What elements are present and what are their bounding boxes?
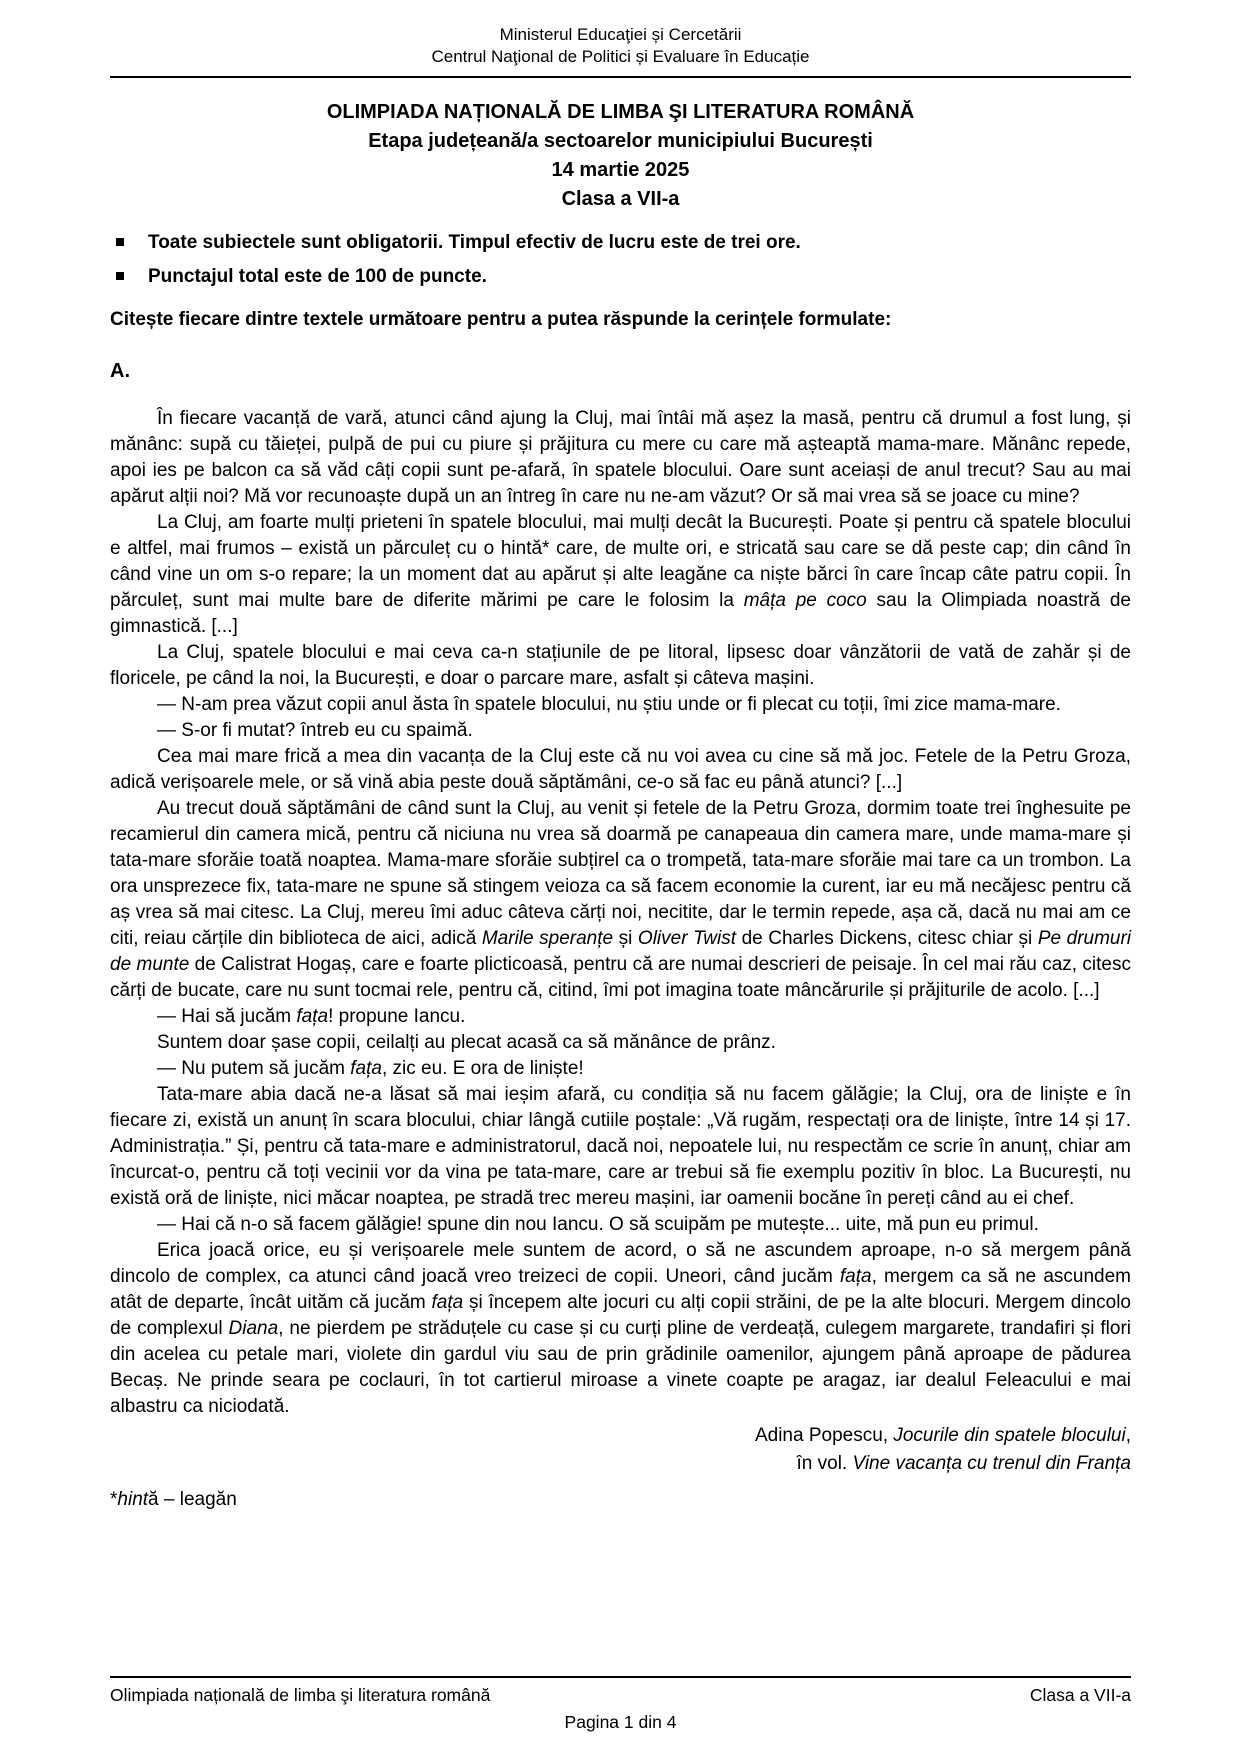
text-run: de Calistrat Hogaș, care e foarte plicticoasă, pentru că are numai descrieri de peisaje. În cel mai rău caz, citesc cărți de bucate, care nu sunt tocmai rele, pentru că, citind, îmi pot imagina toate mâncărurile și prăjiturile de acolo. [...] — [110, 954, 1131, 1001]
bullet-square-icon — [116, 272, 124, 280]
footer-divider — [110, 1676, 1131, 1678]
italic-run: Pe drumuri de munte — [110, 928, 1132, 975]
text-run: — Hai că n-o să facem gălăgie! spune din nou Iancu. O să scuipăm pe mutește... uite, mă pun eu primul. — [157, 1214, 1039, 1235]
text-run: Au trecut două săptămâni de când sunt la Cluj, au venit și fetele de la Petru Groza, dormim toate trei înghesuite pe recamierul din camera mică, pentru că niciuna nu vrea să doarmă pe canapeaua din camera mare, unde mama-mare și tata-mare sforăie toată noaptea. Mama-mare sforăie subțirel ca o trompetă, tata-mare sforăie mai tare ca un trombon. La ora unsprezece fix, tata-mare ne spune să stingem veioza ca să facem economie la curent, iar eu mă necăjesc pentru că aș vrea să mai citesc. La Cluj, mereu îmi aduc câteva cărți noi, necitite, dar le termin repede, așa că, dacă nu mai am ce citi, reiau cărțile din biblioteca de aici, adică — [110, 798, 1131, 949]
header-line-1: Ministerul Educaţiei și Cercetării — [499, 25, 742, 44]
text-run: în vol. — [796, 1453, 853, 1474]
italic-run: hint — [117, 1489, 149, 1510]
text-run: — Hai să jucăm — [157, 1006, 297, 1027]
text-run: La Cluj, am foarte mulți prieteni în spatele blocului, mai mulți decât la București. Poate și pentru că spatele blocului e altfel, mai frumos – există un părculeț cu o hintă* care, de multe ori, e stricată sau care se dă peste cap; din când în când vine un om s-o repare; la un moment dat au apărut și alte leagăne ca niște bărci în care încap câte patru copii. În părculeț, sunt mai multe bare de diferite mărimi pe care le folosim la — [110, 512, 1131, 611]
italic-run: Diana — [228, 1318, 279, 1339]
italic-run: Oliver Twist — [637, 928, 737, 949]
header-line-2: Centrul Naţional de Politici și Evaluare în Educație — [431, 47, 810, 66]
paragraph — [110, 1238, 1131, 1420]
text-run: de Charles Dickens, citesc chiar și — [736, 928, 1038, 949]
attribution-line — [110, 1422, 1131, 1450]
footer — [110, 1676, 1131, 1734]
text-run: Suntem doar șase copii, ceilalți au plecat acasă ca să mănânce de prânz. — [157, 1032, 776, 1053]
attribution — [110, 1422, 1131, 1478]
intro-text: Citește fiecare dintre textele următoare pentru a putea răspunde la cerințele formulate: — [110, 309, 892, 330]
text-run: ! propune Iancu. — [328, 1006, 466, 1027]
footnote — [110, 1487, 1131, 1513]
text-run: La Cluj, spatele blocului e mai ceva ca-n stațiunile de pe litoral, lipsesc doar vânzătorii de vată de zahăr și de floricele, pe când la noi, la București, e doar o parcare mare, asfalt și câteva mașini. — [110, 642, 1131, 689]
footer-row — [110, 1683, 1131, 1707]
instruction-item — [110, 263, 1131, 290]
text-run: În fiecare vacanță de vară, atunci când ajung la Cluj, mai întâi mă așez la masă, pentru că drumul a fost lung, și mănânc: supă cu tăieței, pulpă de pui cu piure și prăjitura cu mere cu care mă așteaptă mama-mare. Mănânc repede, apoi ies pe balcon ca să văd câți copii sunt pe-afară, în spatele blocului. Oare sunt aceiași de anul trecut? Sau au mai apărut alții noi? Mă vor recunoaște după un an întreg în care nu ne-am văzut? Or să mai vrea să se joace cu mine? — [110, 408, 1131, 507]
italic-run: fața — [350, 1058, 382, 1079]
text-run: Tata-mare abia dacă ne-a lăsat să mai ieșim afară, cu condiția să nu facem gălăgie; la Cluj, ora de liniște e în fiecare zi, există un anunț în scara blocului, chiar lângă cutiile poștale: „Vă rugăm, respectați ora de liniște, între 14 și 17. Administrația.” Și, pentru că tata-mare e administratorul, dacă noi, nepoatele lui, nu respectăm ce scrie în anunț, chiar am încurcat-o, pentru că toți vecinii vor da vina pe tata-mare, care ar trebui să fie exemplu pozitiv în bloc. La București, nu există oră de liniște, nici măcar noaptea, pe stradă trec mereu mașini, iar oamenii bocăne în pereți când au ei chef. — [110, 1084, 1131, 1209]
paragraph — [110, 1004, 1131, 1030]
paragraph — [110, 692, 1131, 718]
text-a-body — [110, 406, 1131, 1420]
bullet-square-icon — [116, 238, 124, 246]
italic-run: Marile speranțe — [481, 928, 614, 949]
instruction-text: Punctajul total este de 100 de puncte. — [148, 266, 487, 287]
title-stage: Etapa județeană/a sectoarelor municipiului București — [368, 130, 873, 152]
text-run: ă – leagăn — [148, 1489, 237, 1510]
instructions-list — [110, 229, 1131, 290]
footer-page-number: Pagina 1 din 4 — [564, 1712, 677, 1732]
italic-run: Vine vacanța cu trenul din Franța — [852, 1453, 1131, 1474]
paragraph — [110, 1212, 1131, 1238]
paragraph — [110, 406, 1131, 510]
section-a-label: A. — [110, 360, 130, 382]
paragraph — [110, 796, 1131, 1004]
doc-title — [110, 98, 1131, 214]
paragraph — [110, 1030, 1131, 1056]
italic-run: fața — [839, 1266, 872, 1287]
footer-left: Olimpiada națională de limba şi literatura română — [110, 1685, 491, 1705]
text-run: și începem alte jocuri cu alți copii străini, de pe la alte blocuri. Mergem dincolo de complexul — [110, 1292, 1131, 1339]
italic-run: Jocurile din spatele blocului — [893, 1425, 1126, 1446]
header-institution — [110, 24, 1131, 68]
text-run: — S-or fi mutat? întreb eu cu spaimă. — [157, 720, 473, 741]
text-run: , — [1125, 1425, 1131, 1446]
header-divider — [110, 76, 1131, 78]
paragraph — [110, 718, 1131, 744]
text-run: , ne pierdem pe străduțele cu case și cu curți pline de verdeață, culegem margarete, trandafiri și flori din acelea cu petale mari, violete din gardul viu sau de prin grădinile oamenilor, ajungem până aproape de pădurea Becaș. Ne prinde seara pe coclauri, în tot cartierul miroase a vinete coapte pe aragaz, iar dealul Feleacului e mai albastru ca niciodată. — [110, 1318, 1131, 1417]
italic-run: fața — [296, 1006, 329, 1027]
instruction-text: Toate subiectele sunt obligatorii. Timpul efectiv de lucru este de trei ore. — [148, 232, 801, 253]
text-run: Cea mai mare frică a mea din vacanța de la Cluj este că nu voi avea cu cine să mă joc. Fetele de la Petru Groza, adică verișoarele mele, or să vină abia peste două săptămâni, ce-o să fac eu până atunci? [...] — [110, 746, 1131, 793]
title-class: Clasa a VII-a — [561, 188, 680, 210]
paragraph — [110, 1082, 1131, 1212]
text-run: Erica joacă orice, eu și verișoarele mele suntem de acord, o să ne ascundem aproape, n-o să mergem până dincolo de complex, ca atunci când joacă vreo treizeci de copii. Uneori, când jucăm — [110, 1240, 1131, 1287]
text-run: — Nu putem să jucăm — [157, 1058, 351, 1079]
text-run: și — [613, 928, 638, 949]
attribution-line — [110, 1450, 1131, 1478]
title-date: 14 martie 2025 — [551, 159, 690, 181]
text-run: , zic eu. E ora de liniște! — [381, 1058, 584, 1079]
paragraph — [110, 510, 1131, 640]
text-run: sau la Olimpiada noastră de gimnastică. [...] — [110, 590, 1131, 637]
paragraph — [110, 1056, 1131, 1082]
paragraph — [110, 640, 1131, 692]
text-run: Adina Popescu, — [754, 1425, 894, 1446]
title-olympiad: OLIMPIADA NAȚIONALĂ DE LIMBA ŞI LITERATURA ROMÂNĂ — [326, 101, 915, 123]
italic-run: fața — [431, 1292, 464, 1313]
instruction-item — [110, 229, 1131, 256]
text-run: * — [110, 1489, 118, 1510]
paragraph — [110, 744, 1131, 796]
text-run: , mergem ca să ne ascundem atât de departe, încât uităm că jucăm — [110, 1266, 1131, 1313]
text-run: — N-am prea văzut copii anul ăsta în spatele blocului, nu știu unde or fi plecat cu toții, îmi zice mama-mare. — [157, 694, 1061, 715]
italic-run: mâța pe coco — [743, 590, 867, 611]
footer-right: Clasa a VII-a — [1029, 1685, 1131, 1705]
